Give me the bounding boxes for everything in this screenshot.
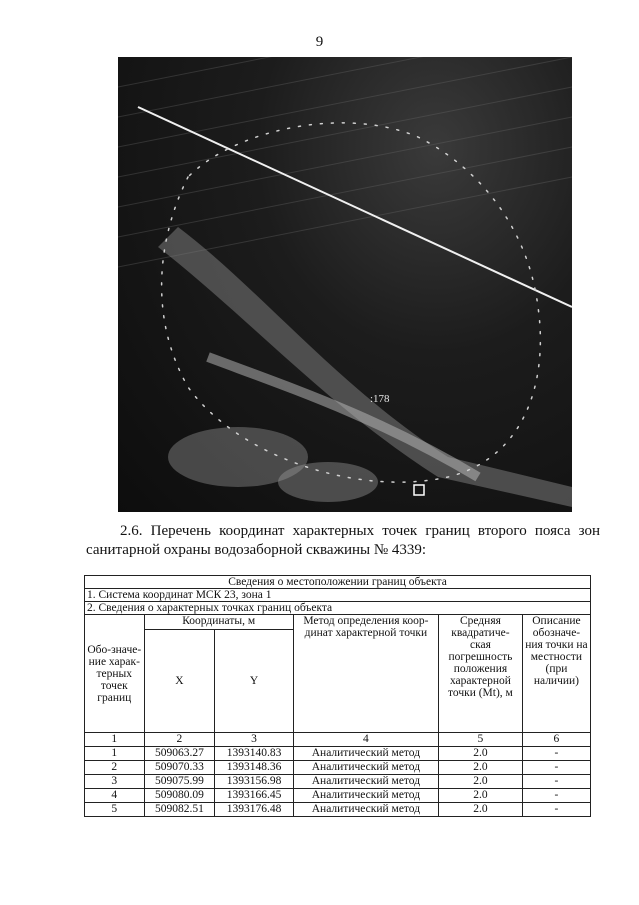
page-number: 9: [315, 34, 324, 50]
cell-mt: 2.0: [439, 775, 523, 789]
cell-id: 2: [85, 761, 145, 775]
cell-id: 4: [85, 789, 145, 803]
header-coordinates: Координаты, м: [144, 615, 293, 630]
cell-x: 509063.27: [144, 747, 215, 761]
cell-y: 1393166.45: [215, 789, 294, 803]
table-title: Сведения о местоположении границ объекта: [85, 576, 591, 589]
cell-method: Аналитический метод: [293, 775, 438, 789]
map-drawing: [118, 57, 572, 512]
section-heading: 2.6. Перечень координат характерных точек границ второго пояса зон санитарной охраны водозаборной скважины № 4339:: [86, 523, 600, 558]
satellite-map-image: [118, 57, 572, 512]
cell-mt: 2.0: [439, 747, 523, 761]
col-number: 3: [215, 733, 294, 747]
cell-x: 509070.33: [144, 761, 215, 775]
col-number: 5: [439, 733, 523, 747]
cell-x: 509080.09: [144, 789, 215, 803]
map-label-number: :178: [370, 393, 390, 405]
cell-method: Аналитический метод: [293, 803, 438, 817]
cell-x: 509082.51: [144, 803, 215, 817]
cell-y: 1393156.98: [215, 775, 294, 789]
header-description: Описание обозначе-ния точки на местности (при наличии): [522, 615, 590, 733]
coordinates-table: [84, 575, 591, 817]
header-accuracy: Средняя квадратиче-ская погрешность положения характерной точки (Mt), м: [439, 615, 523, 733]
cell-id: 3: [85, 775, 145, 789]
cell-desc: -: [522, 803, 590, 817]
table-row: [85, 761, 591, 775]
col-number: 4: [293, 733, 438, 747]
cell-desc: -: [522, 747, 590, 761]
table-row-coordinate-system: 1. Система координат МСК 23, зона 1: [85, 589, 591, 602]
cell-desc: -: [522, 775, 590, 789]
col-number: 2: [144, 733, 215, 747]
col-number: 1: [85, 733, 145, 747]
cell-y: 1393176.48: [215, 803, 294, 817]
cell-method: Аналитический метод: [293, 789, 438, 803]
cell-mt: 2.0: [439, 761, 523, 775]
cell-method: Аналитический метод: [293, 761, 438, 775]
table-row: [85, 803, 591, 817]
cell-id: 5: [85, 803, 145, 817]
cell-y: 1393140.83: [215, 747, 294, 761]
cell-mt: 2.0: [439, 789, 523, 803]
table-row-points-info: 2. Сведения о характерных точках границ объекта: [85, 602, 591, 615]
cell-desc: -: [522, 761, 590, 775]
header-x: X: [144, 630, 215, 733]
header-y: Y: [215, 630, 294, 733]
coordinates-table-wrap: [84, 575, 591, 817]
cell-mt: 2.0: [439, 803, 523, 817]
table-row: [85, 775, 591, 789]
cell-x: 509075.99: [144, 775, 215, 789]
col-number: 6: [522, 733, 590, 747]
table-row: [85, 789, 591, 803]
cell-desc: -: [522, 789, 590, 803]
cell-id: 1: [85, 747, 145, 761]
table-row: [85, 747, 591, 761]
cell-y: 1393148.36: [215, 761, 294, 775]
header-point-designation: Обо-значе-ние харак-терных точек границ: [85, 615, 145, 733]
cell-method: Аналитический метод: [293, 747, 438, 761]
header-method: Метод определения коор-динат характерной точки: [293, 615, 438, 733]
